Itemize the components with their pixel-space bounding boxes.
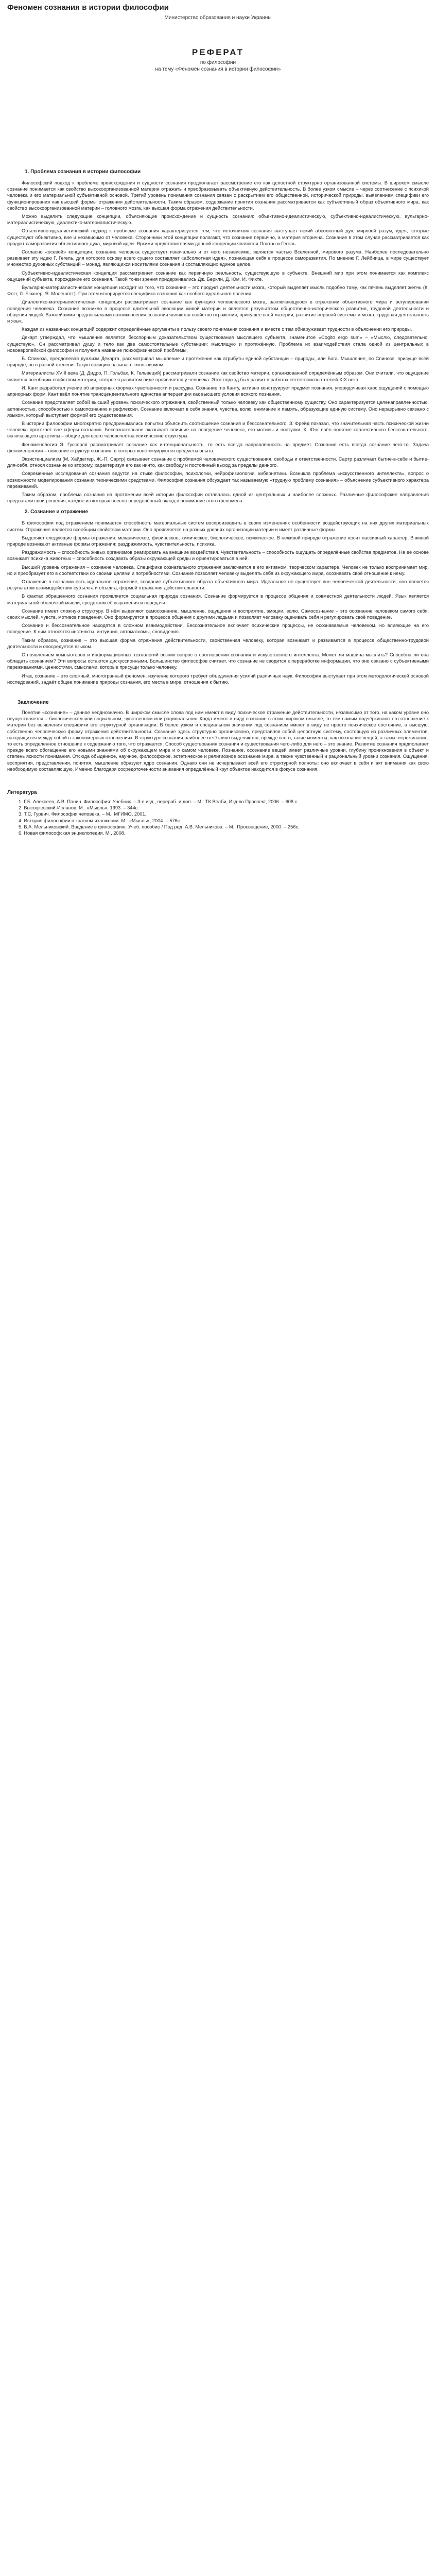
literature-item: 6. Новая философская энциклопедия. М., 2008. (19, 831, 126, 836)
paragraph: В истории философии многократно предпринимались попытки объяснить соотношение сознания и бессознательного. З. Фрейд показал, что значительная часть психической жизни человека протекает вне сферы сознания. Бессознательное оказывает влияние на поведение человека, его мотивы и поступки. К. Юнг ввёл понятие коллективного бессознательного, включающего архетипы – общие для всего человечества психические структуры. (7, 420, 429, 439)
literature-item: 1. Г.Б. Алексеев, А.В. Панин. Философия: Учебник. – 3-е изд., перераб. и доп. – М.: ТК Велби, Изд-во Проспект, 2006. – 608 с. (19, 799, 299, 805)
paragraph: Каждая из названных концепций содержит определённые аргументы в пользу своего понимания сознания и вместе с тем обнаруживает трудности в объяснении его природы. (22, 327, 412, 332)
literature-item: 4. История философии в кратком изложении. М.: «Мысль», 2004. – 576с. (19, 818, 182, 823)
literature-item: 3. Т.С. Гурвич. Философия человека. – М.: МГИМО, 2001. (19, 811, 147, 817)
section (7, 509, 429, 685)
paragraph: И. Кант разработал учение об априорных формах чувственности и рассудка. Сознание, по Канту, активно конструирует предмет познания, упорядочивая хаос ощущений с помощью априорных форм. Кант ввёл понятие трансцендентального единства апперцепции как высшего условия всякого познания. (7, 385, 429, 397)
conclusion-body (7, 709, 429, 772)
paragraph: В фактах обращённого сознания проявляется социальная природа сознания. Сознание формируется в процессе общения и совместной деятельности людей. Язык является материальной оболочкой мысли, средством её выражения и передачи. (7, 594, 429, 605)
paragraph: Таким образом, проблема сознания на протяжении всей истории философии оставалась одной из центральных и наиболее сложных. Различные философские направления предлагали свои решения, каждое из которых внесло определённый вклад в понимание этого феномена. (7, 492, 429, 504)
title-spacer (7, 73, 429, 164)
literature-item: 2. Высоцкевский-Исланов. М.: «Мысль», 1993. – 344с. (19, 805, 139, 811)
paragraph: Диалектико-материалистическая концепция рассматривает сознание как функцию человеческого мозга, заключающуюся в отражении объективного мира и регулировании поведения человека. Сознание возникло в процессе длительной эволюции живой материи и является результатом общественно-исторического развития, трудовой деятельности и общения людей. Важнейшими предпосылками возникновения сознания являются свойство отражения, присущее всей материи, развитие нервной системы и мозга, трудовая деятельность и язык. (7, 299, 429, 324)
paragraph: Философский подход к проблеме происхождения и сущности сознания предполагает рассмотрение его как целостной структурно организованной системы. В широком смысле сознание понимается как свойство высокоорганизованной материи отражать и преобразовывать объективную действительность. В более узком смысле – через соотнесение с психикой человека и его материальной субъективной основой. Третий уровень понимания сознания связан с раскрытием его общественной, исторической природы, выявлением специфики его функционирования как высшей формы отражения действительности. Таким образом, содержание понятия сознания рассматривается как субъективный образ объективного мира, как свойство высокоорганизованной материи – головного мозга, как высшая форма отражения действительности. (7, 180, 429, 211)
paragraph: Согласно «осевой» концепции, сознание человека существует изначально и от него независимо, является частью Вселенной, мирового разума. Наиболее последовательно развивает эту идею Г. Гегель, для которого основу всего сущего составляет «абсолютная идея», познающая себя в процессе саморазвития. По мнению Г. Лейбница, в мире существует множество духовных субстанций – монад, являющихся носителями сознания и составляющих единое целое. (7, 249, 429, 267)
paragraph: Б. Спиноза, преодолевая дуализм Декарта, рассматривал мышление и протяжение как атрибуты единой субстанции – природы, или Бога. Мышление, по Спинозе, присуще всей природе, но в разной степени. Такую позицию называют гилозоизмом. (7, 356, 429, 368)
conclusion-paragraph: Понятие «сознание» – данное неоднозначно. В широком смысле слова под ним имеют в виду психическое отражение действительности, независимо от того, на каком уровне оно осуществляется – биологическом или социальном, чувственном или рациональном. Когда имеют в виду сознание в этом широком смысле, то тем самым подчёркивают его отношение к материи без выявления специфики его структурной организации. В более узком и специальном значении под сознанием имеют в виду не просто психическое состояние, а высшую, собственно человеческую форму отражения действительности. Сознание здесь структурно организовано, представляя собой целостную систему, состоящую из различных элементов, находящихся между собой в закономерных отношениях. В структуре сознания наиболее отчётливо выделяются, прежде всего, такие моменты, как осознание вещей, а также переживание, то есть определённое отношение к содержанию того, что отражается. Способ существования сознания и существования чего-либо для него – это знание. Развитие сознания предполагает прежде всего обогащение его новыми знаниями об окружающем мире и о самом человеке. Познание, осознание вещей имеет различные уровни, глубину проникновения в объект и степень ясности понимания. Отсюда обыденное, научное, философское, эстетическое и религиозное осознание мира, а также чувственный и рациональный уровни сознания. Ощущения, восприятия, представления, понятия, мышление образуют ядро сознания. Однако они не исчерпывают всей его структурной полноты: оно включает в себя и акт внимания как свою необходимую составляющую. Именно благодаря сосредоточенности внимания определённый круг объектов находится в фокусе сознания. (7, 710, 429, 772)
paragraph: С появлением компьютеров и информационных технологий возник вопрос о соотношении сознания и искусственного интеллекта. Может ли машина мыслить? Способна ли она обладать сознанием? Эти вопросы остаются дискуссионными. Большинство философов считает, что сознание не сводится к переработке информации, что оно связано с субъективными переживаниями, ценностями, смыслами, которые присущи только человеку. (7, 652, 429, 670)
paragraph: Объективно-идеалистический подход к проблеме сознания характеризуется тем, что источником сознания выступает некий абсолютный дух, мировой разум, идея, которые существуют объективно, вне и независимо от человека. Сторонники этой концепции полагают, что сознание первично, а материя вторична. Сознание в этом случае рассматривается как продукт саморазвития объективного духа, мировой идеи. Яркими представителями данной концепции являются Платон и Гегель. (7, 228, 429, 246)
paragraph: Можно выделить следующие концепции, объясняющие происхождение и сущность сознания: объективно-идеалистическую, субъективно-идеалистическую, вульгарно-материалистическую, диалектико-материалистическую. (7, 214, 429, 226)
paragraph: Таким образом, сознание – это высшая форма отражения действительности, свойственная человеку, которая возникает и развивается в процессе общественно-трудовой деятельности и опосредуется языком. (7, 637, 429, 649)
referat-subtitle-subject: по философии (200, 60, 236, 65)
literature-list (7, 799, 429, 836)
section (7, 169, 429, 504)
referat-subtitle-topic: на тему «Феномен сознания в истории философии» (155, 66, 281, 72)
sections-container (7, 169, 429, 685)
paragraph: Выделяют следующие формы отражения: механическое, физическое, химическое, биологическое, психическое. В неживой природе отражение носит пассивный характер. В живой природе возникают активные формы отражения: раздражимость, чувствительность, психика. (7, 535, 429, 547)
referat-title: РЕФЕРАТ (191, 47, 245, 57)
paragraph: Декарт утверждал, что мышление является бесспорным доказательством существования мыслящего субъекта, знаменитое «Cogito ergo sum» – «Мыслю, следовательно, существую». Он рассматривал душу и тело как две самостоятельные субстанции: мыслящую и протяжённую. Проблема их взаимодействия стала одной из центральных в новоевропейской философии и получила название психофизической проблемы. (7, 335, 429, 353)
paragraph: Вульгарно-материалистическая концепция исходит из того, что сознание – это продукт деятельности мозга, который выделяет мысль подобно тому, как печень выделяет желчь (К. Фогт, Л. Бюхнер, Я. Молешотт). При этом игнорируется специфика сознания как особого идеального явления. (7, 285, 429, 297)
ministry-line: Министерство образования и науки Украины (164, 15, 272, 21)
paragraph: Экзистенциализм (М. Хайдеггер, Ж.-П. Сартр) связывает сознание с проблемой человеческого существования, свободы и ответственности. Сартр различает бытие-в-себе и бытие-для-себя, относя сознание ко второму, характеризуя его как ничто, как свободу и постоянный выход за пределы данного. (7, 456, 429, 468)
literature-heading: Литература (7, 790, 37, 796)
literature-item: 5. В.А. Мельниковский. Введение в философию. Учеб. пособие / Под ред. А.В. Мельникова. – М.: Просвещение, 2000. – 256с. (19, 824, 300, 829)
page-title: Феномен сознания в истории философии (7, 3, 169, 12)
paragraph: Итак, сознание – это сложный, многогранный феномен, изучение которого требует объединения усилий различных наук. Философия выступает при этом методологической основой исследований, задаёт общее понимание природы сознания, его места в мире, отношения к бытию. (7, 673, 429, 685)
paragraph: Сознание представляет собой высший уровень психического отражения, свойственный только человеку как общественному существу. Оно характеризуется целенаправленностью, активностью, способностью к самопознанию и рефлексии. Сознание включает в себя знания, чувства, волю, внимание и память, образующие единую систему. Оно неразрывно связано с языком, который выступает формой его существования. (7, 400, 429, 418)
paragraph: Субъективно-идеалистическая концепция рассматривает сознание как первичную реальность, существующую в субъекте. Внешний мир при этом понимается как комплекс ощущений субъекта, порождение его сознания. Такой точки зрения придерживались Дж. Беркли, Д. Юм, И. Фихте. (7, 270, 429, 282)
paragraph: Сознание имеет сложную структуру. В нём выделяют самосознание, мышление, ощущения и восприятие, эмоции, волю. Самосознание – это осознание человеком самого себя, своих мыслей, чувств, мотивов поведения. Оно формируется в процессе общения с другими людьми и позволяет человеку оценивать себя и регулировать своё поведение. (7, 608, 429, 620)
section-heading: 2. Сознание и отражение (25, 509, 89, 515)
section-heading: 1. Проблема сознания в истории философии (25, 169, 141, 175)
paragraph: Раздражимость – способность живых организмов реагировать на внешние воздействия. Чувствительность – способность ощущать определённые свойства предметов. На её основе возникает психика животных – способность создавать образы окружающей среды и ориентироваться в ней. (7, 550, 429, 562)
paragraph: Сознание и бессознательное находятся в сложном взаимодействии. Бессознательное включает психические процессы, не осознаваемые человеком, но влияющие на его поведение. К ним относятся инстинкты, интуиция, автоматизмы, сновидения. (7, 623, 429, 635)
paragraph: Феноменология Э. Гуссерля рассматривает сознание как интенциональность, то есть всегда направленность на предмет. Сознание есть всегда сознание чего-то. Задача феноменологии – описание структур сознания, в которых конституируются предметы опыта. (7, 442, 429, 453)
paragraph: Отражение в сознании есть идеальное отражение, создание субъективного образа объективного мира. Идеальное не существует вне человеческой деятельности, оно является результатом взаимодействия субъекта и объекта, формой отражения действительности. (7, 579, 429, 591)
paragraph: Современные исследования сознания ведутся на стыке философии, психологии, нейрофизиологии, кибернетики. Возникла проблема «искусственного интеллекта», вопрос о возможности моделирования сознания техническими средствами. Философия сознания обсуждает так называемую «трудную проблему сознания» – объяснение субъективного характера переживаний. (7, 471, 429, 489)
conclusion-heading: Заключение (18, 700, 49, 706)
paragraph: В философии под отражением понимается способность материальных систем воспроизводить в своих изменениях особенности воздействующих на них других материальных систем. Отражение является всеобщим свойством материи. Оно проявляется на разных уровнях организации материи и имеет различные формы. (7, 520, 429, 532)
paragraph: Высший уровень отражения – сознание человека. Специфика сознательного отражения заключается в его активном, творческом характере. Человек не только воспринимает мир, но и преобразует его в соответствии со своими целями и потребностями. Сознание позволяет человеку выделять себя из окружающего мира, осознавать своё отношение к нему. (7, 564, 429, 576)
paragraph: Материалисты XVIII века (Д. Дидро, П. Гольбах, К. Гельвеций) рассматривали сознание как свойство материи, организованной определённым образом. Они считали, что ощущение является всеобщим свойством материи, которое в развитом виде проявляется у человека. Этот подход был развит в работах естествоиспытателей XIX века. (7, 370, 429, 382)
